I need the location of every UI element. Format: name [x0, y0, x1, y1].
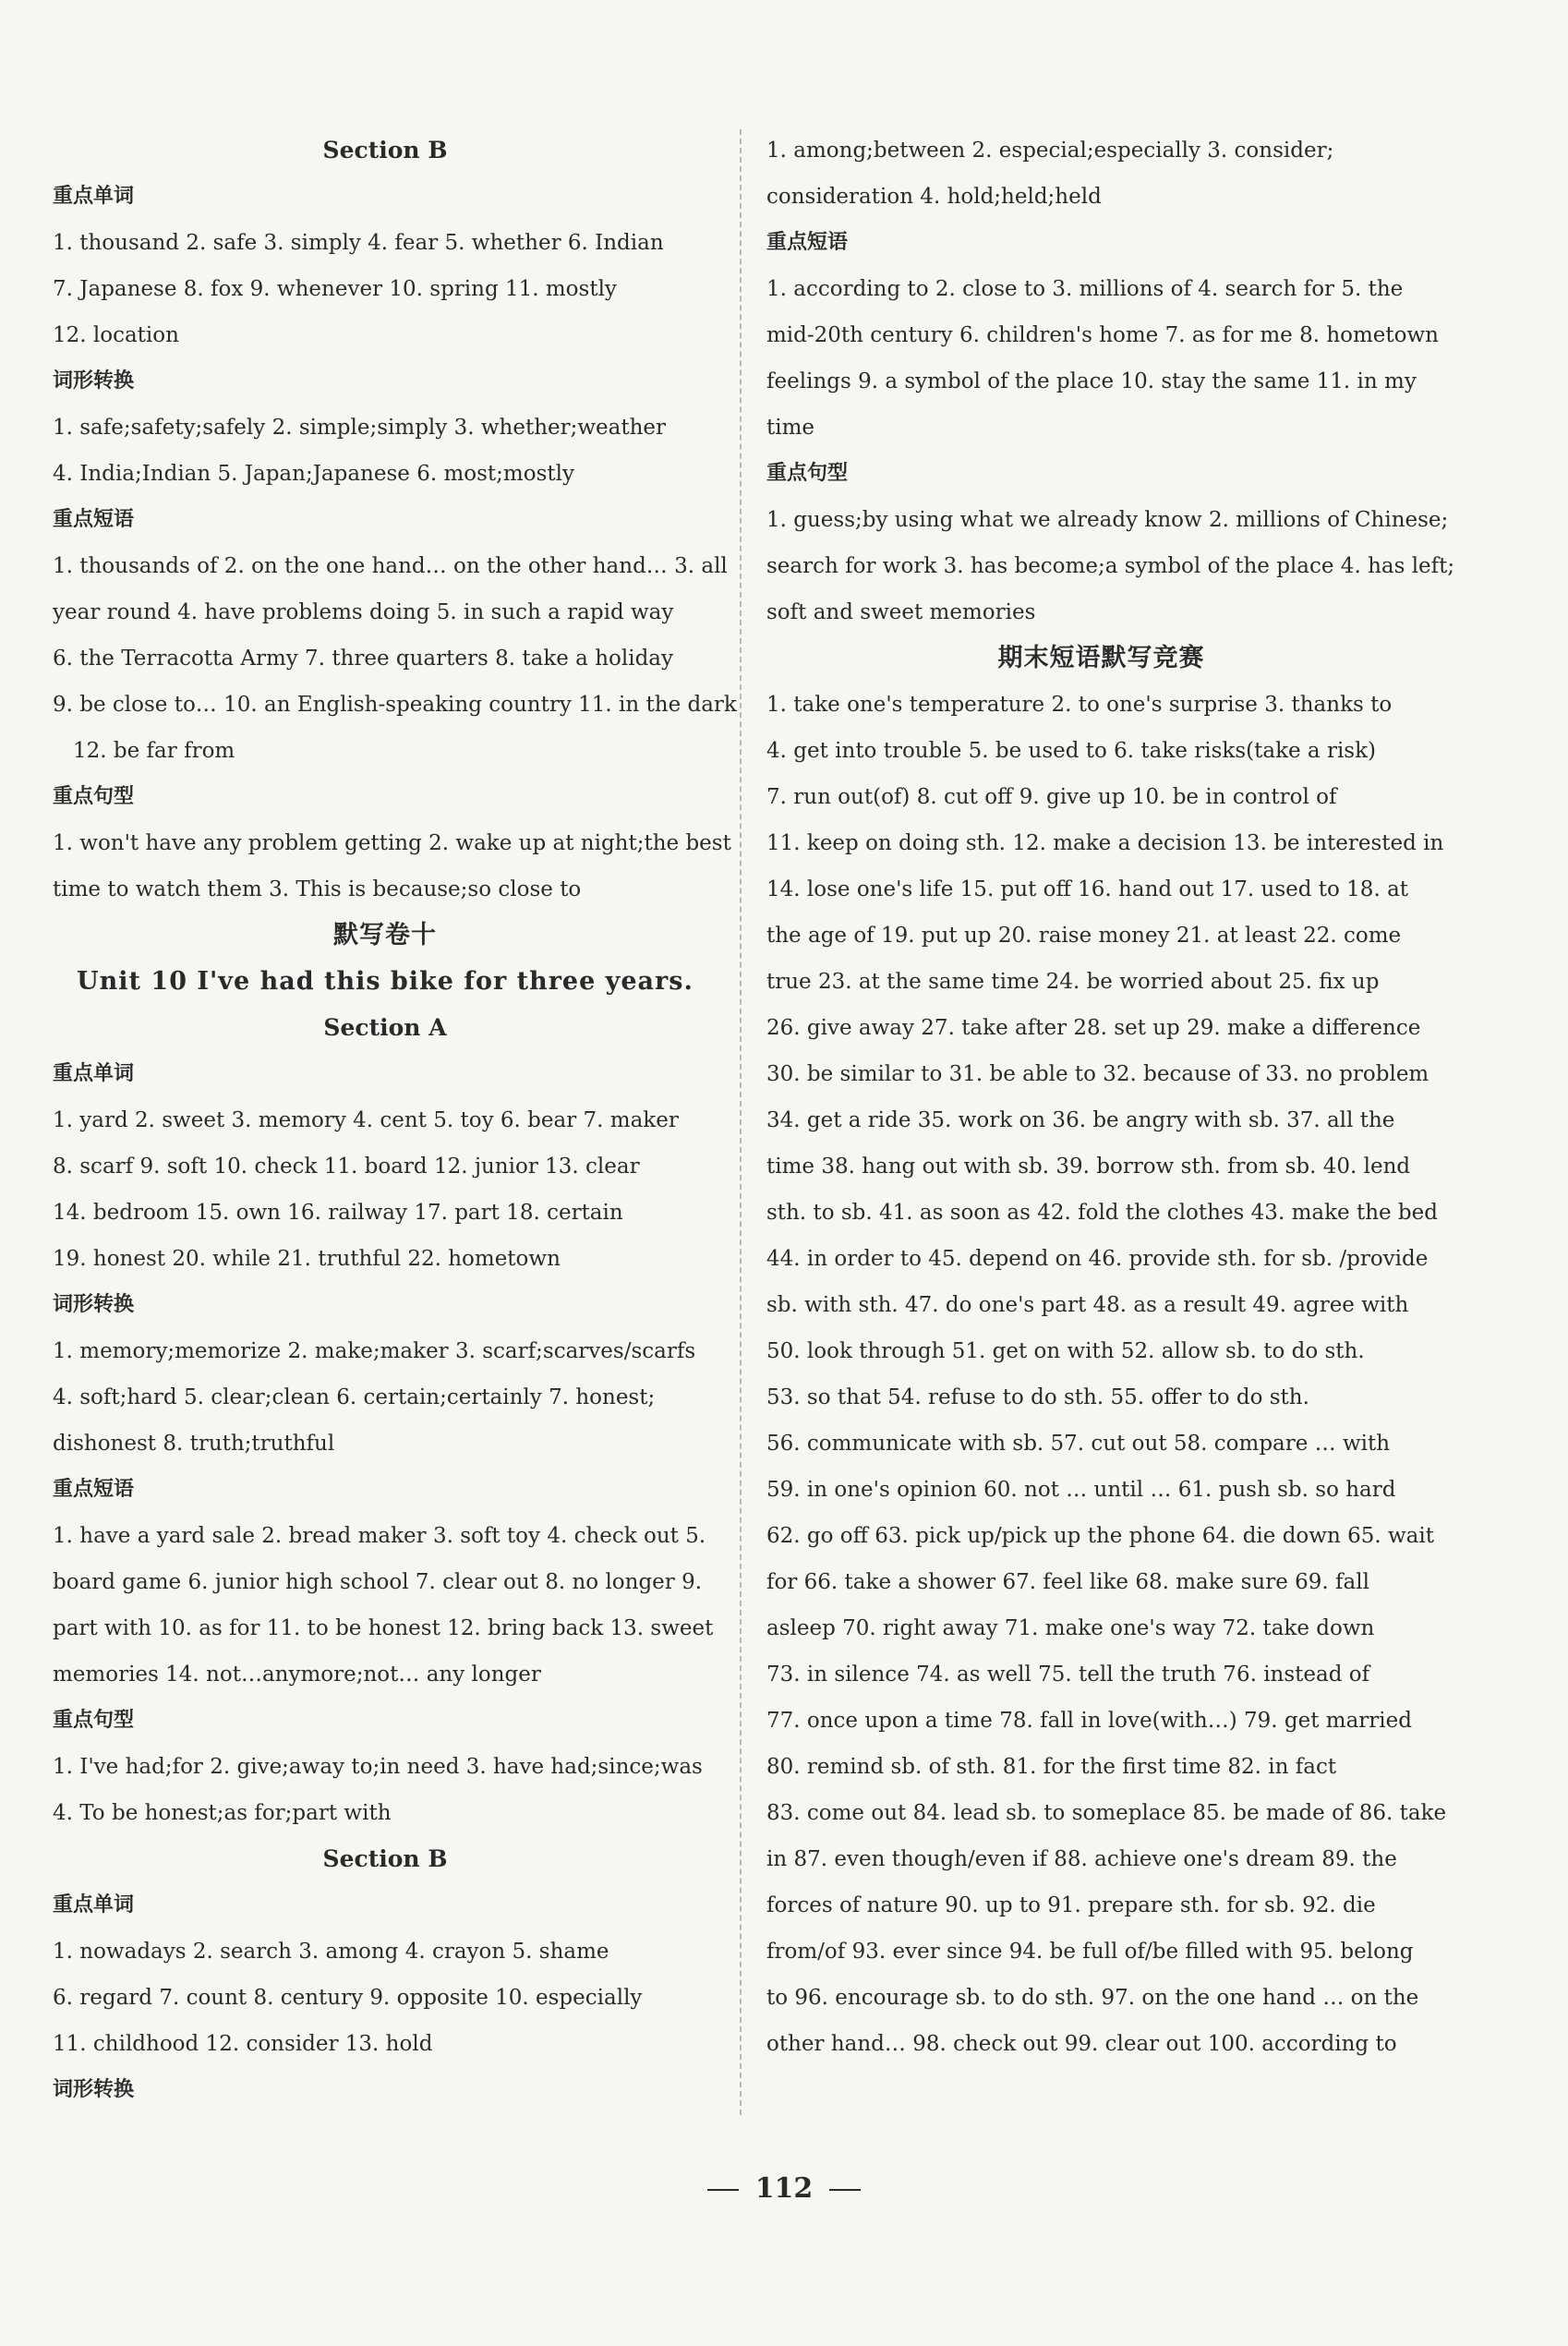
answer-line: 1. according to 2. close to 3. millions of 4. search for 5. the — [766, 277, 1404, 301]
answer-line: other hand… 98. check out 99. clear out 100. according to — [766, 2032, 1397, 2056]
answer-line: memories 14. not…anymore;not… any longer — [53, 1663, 541, 1687]
answer-line: dishonest 8. truth;truthful — [53, 1432, 335, 1456]
answer-line: 73. in silence 74. as well 75. tell the truth 76. instead of — [766, 1663, 1370, 1687]
title-heading: 期末短语默写竞赛 — [997, 644, 1205, 672]
answer-line: time — [766, 416, 815, 440]
answer-line: from/of 93. ever since 94. be full of/be filled with 95. belong — [766, 1940, 1414, 1964]
answer-line: 34. get a ride 35. work on 36. be angry with sb. 37. all the — [766, 1108, 1395, 1132]
answer-line: true 23. at the same time 24. be worried about 25. fix up — [766, 970, 1380, 994]
answer-line: 1. memory;memorize 2. make;maker 3. scarf;scarves/scarfs — [53, 1339, 696, 1363]
page-number — [0, 2172, 1568, 2205]
answer-line: 80. remind sb. of sth. 81. for the first time 82. in fact — [766, 1755, 1337, 1779]
answer-line: 53. so that 54. refuse to do sth. 55. offer to do sth. — [766, 1385, 1309, 1409]
answer-line: 26. give away 27. take after 28. set up 29. make a difference — [766, 1016, 1421, 1040]
answer-line: forces of nature 90. up to 91. prepare sth. for sb. 92. die — [766, 1893, 1376, 1917]
answer-line: in 87. even though/even if 88. achieve one's dream 89. the — [766, 1847, 1397, 1871]
answer-line: search for work 3. has become;a symbol of the place 4. has left; — [766, 554, 1455, 578]
category-heading: 重点短语 — [53, 1478, 135, 1501]
answer-line: 1. take one's temperature 2. to one's surprise 3. thanks to — [766, 693, 1393, 717]
answer-line: to 96. encourage sb. to do sth. 97. on the one hand … on the — [766, 1986, 1419, 2010]
answer-line: 12. location — [53, 323, 179, 347]
section-heading: Section A — [323, 1014, 447, 1041]
page-number-text: 112 — [754, 2172, 814, 2205]
answer-line: 1. nowadays 2. search 3. among 4. crayon 5. shame — [53, 1940, 609, 1964]
answer-line: asleep 70. right away 71. make one's way 72. take down — [766, 1616, 1375, 1640]
category-heading: 重点句型 — [766, 462, 849, 485]
category-heading: 重点句型 — [53, 1709, 135, 1732]
answer-line: time 38. hang out with sb. 39. borrow sth. from sb. 40. lend — [766, 1155, 1411, 1179]
answer-line: part with 10. as for 11. to be honest 12. bring back 13. sweet — [53, 1616, 714, 1640]
answer-line: 50. look through 51. get on with 52. allow sb. to do sth. — [766, 1339, 1365, 1363]
answer-line: sth. to sb. 41. as soon as 42. fold the clothes 43. make the bed — [766, 1201, 1438, 1225]
answer-line: 44. in order to 45. depend on 46. provide sth. for sb. /provide — [766, 1247, 1429, 1271]
answer-line: 4. get into trouble 5. be used to 6. take risks(take a risk) — [766, 739, 1377, 763]
category-heading: 重点单词 — [53, 1893, 135, 1917]
answer-line: sb. with sth. 47. do one's part 48. as a result 49. agree with — [766, 1293, 1409, 1317]
answer-line: time to watch them 3. This is because;so close to — [53, 877, 582, 901]
category-heading: 词形转换 — [53, 2078, 135, 2101]
answer-line: 1. I've had;for 2. give;away to;in need 3. have had;since;was — [53, 1755, 703, 1779]
answer-line: year round 4. have problems doing 5. in such a rapid way — [53, 600, 674, 624]
answer-line: 9. be close to… 10. an English-speaking country 11. in the dark — [53, 693, 737, 717]
answer-line: 62. go off 63. pick up/pick up the phone 64. die down 65. wait — [766, 1524, 1434, 1548]
answer-line: consideration 4. hold;held;held — [766, 185, 1102, 209]
answer-line: board game 6. junior high school 7. clear out 8. no longer 9. — [53, 1570, 703, 1594]
answer-line: 77. once upon a time 78. fall in love(with…) 79. get married — [766, 1709, 1412, 1733]
answer-line: 11. keep on doing sth. 12. make a decision 13. be interested in — [766, 831, 1444, 855]
category-heading: 重点短语 — [53, 508, 135, 531]
answer-line: 1. guess;by using what we already know 2. millions of Chinese; — [766, 508, 1449, 532]
answer-line: 6. regard 7. count 8. century 9. opposite 10. especially — [53, 1986, 643, 2010]
answer-line: 4. soft;hard 5. clear;clean 6. certain;certainly 7. honest; — [53, 1385, 656, 1409]
category-heading: 重点单词 — [53, 1062, 135, 1085]
answer-line: 1. thousand 2. safe 3. simply 4. fear 5. whether 6. Indian — [53, 231, 664, 255]
answer-line: 6. the Terracotta Army 7. three quarters 8. take a holiday — [53, 647, 673, 671]
answer-line: 11. childhood 12. consider 13. hold — [53, 2032, 433, 2056]
answer-line: 8. scarf 9. soft 10. check 11. board 12. junior 13. clear — [53, 1155, 640, 1179]
category-heading: 词形转换 — [53, 1293, 135, 1316]
answer-line: 1. won't have any problem getting 2. wake up at night;the best — [53, 831, 731, 855]
answer-line: 1. have a yard sale 2. bread maker 3. soft toy 4. check out 5. — [53, 1524, 706, 1548]
answer-line: 30. be similar to 31. be able to 32. because of 33. no problem — [766, 1062, 1429, 1086]
answer-line: 12. be far from — [73, 739, 235, 763]
title-heading: 默写卷十 — [333, 921, 437, 949]
answer-line: 14. lose one's life 15. put off 16. hand out 17. used to 18. at — [766, 877, 1409, 901]
answer-line: 7. Japanese 8. fox 9. whenever 10. spring 11. mostly — [53, 277, 617, 301]
category-heading: 词形转换 — [53, 369, 135, 393]
category-heading: 重点单词 — [53, 185, 135, 208]
column-divider — [740, 129, 742, 2115]
title-heading: Unit 10 I've had this bike for three years. — [77, 967, 694, 996]
answer-line: 1. among;between 2. especial;especially 3. consider; — [766, 139, 1334, 163]
answer-line: 59. in one's opinion 60. not … until … 61. push sb. so hard — [766, 1478, 1396, 1502]
answer-line: 83. come out 84. lead sb. to someplace 85. be made of 86. take — [766, 1801, 1447, 1825]
answer-line: 14. bedroom 15. own 16. railway 17. part 18. certain — [53, 1201, 623, 1225]
category-heading: 重点短语 — [766, 231, 849, 254]
answer-line: the age of 19. put up 20. raise money 21. at least 22. come — [766, 924, 1402, 948]
answer-line: 1. yard 2. sweet 3. memory 4. cent 5. toy 6. bear 7. maker — [53, 1108, 679, 1132]
answer-line: mid-20th century 6. children's home 7. as for me 8. hometown — [766, 323, 1439, 347]
answer-line: 1. safe;safety;safely 2. simple;simply 3. whether;weather — [53, 416, 667, 440]
answer-line: 7. run out(of) 8. cut off 9. give up 10. be in control of — [766, 785, 1337, 809]
left-column — [53, 127, 737, 2113]
answer-line: 56. communicate with sb. 57. cut out 58. compare … with — [766, 1432, 1391, 1456]
section-heading: Section B — [322, 1845, 448, 1872]
answer-line: for 66. take a shower 67. feel like 68. make sure 69. fall — [766, 1570, 1369, 1594]
answer-line: 4. India;Indian 5. Japan;Japanese 6. most;mostly — [53, 462, 574, 486]
answer-line: 19. honest 20. while 21. truthful 22. hometown — [53, 1247, 561, 1271]
section-heading: Section B — [322, 137, 448, 163]
right-column — [766, 127, 1455, 2067]
answer-line: feelings 9. a symbol of the place 10. stay the same 11. in my — [766, 369, 1417, 393]
answer-line: 4. To be honest;as for;part with — [53, 1801, 392, 1825]
category-heading: 重点句型 — [53, 785, 135, 808]
answer-line: 1. thousands of 2. on the one hand… on the other hand… 3. all — [53, 554, 728, 578]
answer-line: soft and sweet memories — [766, 600, 1036, 624]
